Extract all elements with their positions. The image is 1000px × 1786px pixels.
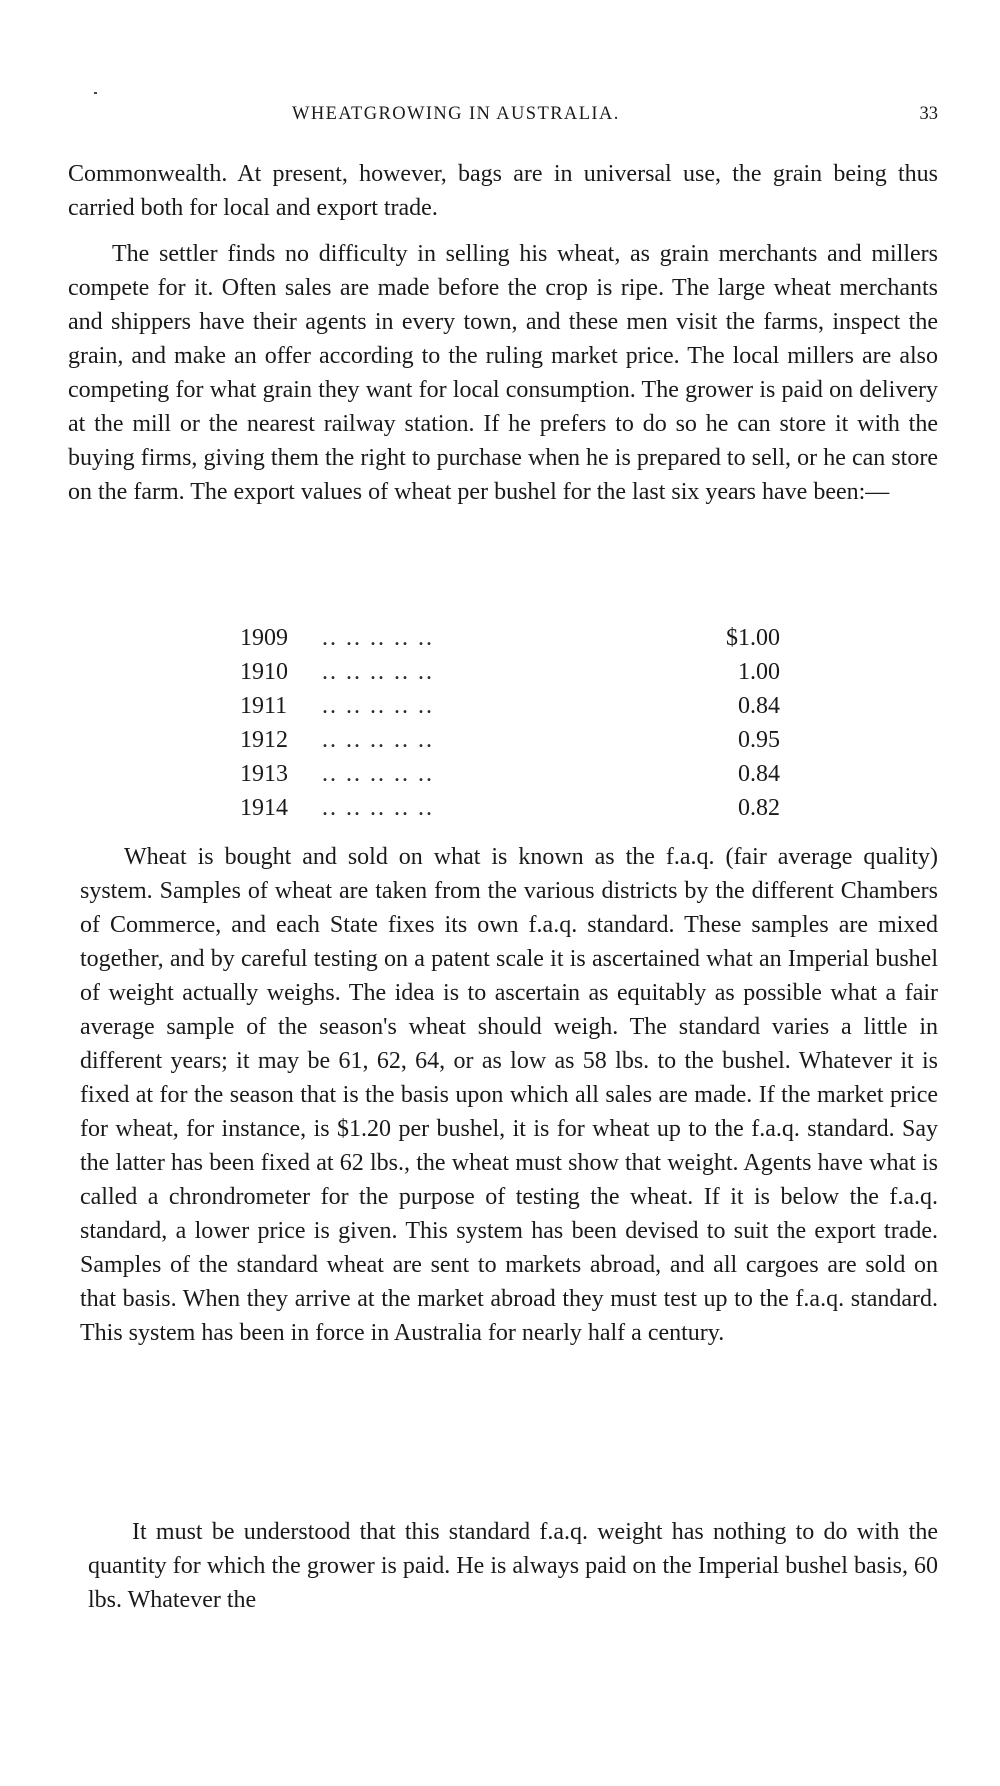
year-cell: 1912 xyxy=(240,727,288,753)
dot-leaders: .. .. .. .. .. xyxy=(322,727,434,753)
stray-ink-mark xyxy=(94,92,97,94)
price-cell: $1.00 xyxy=(726,625,780,651)
dot-leaders: .. .. .. .. .. xyxy=(322,693,434,719)
year-cell: 1911 xyxy=(240,693,288,719)
price-cell: 0.84 xyxy=(738,693,780,719)
export-values-table xyxy=(240,625,780,829)
paragraph-imperial-bushel xyxy=(88,1515,938,1617)
year-cell: 1914 xyxy=(240,795,288,821)
paragraph-text: The settler finds no difficulty in selling his wheat, as grain merchants and millers compete for it. Often sales are made before the crop is ripe. The large wheat merchants and shippers have their agents in every town, and these men visit the farms, inspect the grain, and make an offer according to the ruling market price. The local millers are also competing for what grain they want for local consumption. The grower is paid on delivery at the mill or the nearest railway station. If he prefers to do so he can store it with the buying firms, giving them the right to purchase when he is prepared to sell, or he can store on the farm. The export values of wheat per bushel for the last six years have been:— xyxy=(68,241,938,505)
paragraph-text: Wheat is bought and sold on what is known as the f.a.q. (fair average quality) system. Samples of wheat are taken from the various districts by the different Chambers of Commerce, and each State fixes its own f.a.q. standard. These samples are mixed together, and by careful testing on a patent scale it is ascertained what an Imperial bushel of weight actually weighs. The idea is to ascertain as equitably as possible what a fair average sample of the season's wheat should weigh. The standard varies a little in different years; it may be 61, 62, 64, or as low as 58 lbs. to the bushel. Whatever it is fixed at for the season that is the basis upon which all sales are made. If the market price for wheat, for instance, is $1.20 per bushel, it is for wheat up to the f.a.q. standard. Say the latter has been fixed at 62 lbs., the wheat must show that weight. Agents have what is called a chrondrometer for the purpose of testing the wheat. If it is below the f.a.q. standard, a lower price is given. This system has been devised to suit the export trade. Samples of the standard wheat are sent to markets abroad, and all cargoes are sold on that basis. When they arrive at the market abroad they must test up to the f.a.q. standard. This system has been in force in Australia for nearly half a century. xyxy=(80,844,938,1346)
paragraph-text: Commonwealth. At present, however, bags are in universal use, the grain being thus carried both for local and export trade. xyxy=(68,161,938,221)
price-cell: 0.82 xyxy=(738,795,780,821)
paragraph-faq-system xyxy=(80,840,938,1350)
running-head xyxy=(68,104,938,134)
year-cell: 1909 xyxy=(240,625,288,651)
running-title: WHEATGROWING IN AUSTRALIA. xyxy=(292,104,620,124)
dot-leaders: .. .. .. .. .. xyxy=(322,761,434,787)
price-cell: 0.95 xyxy=(738,727,780,753)
table-row xyxy=(240,761,780,795)
dot-leaders: .. .. .. .. .. xyxy=(322,795,434,821)
dot-leaders: .. .. .. .. .. xyxy=(322,659,434,685)
table-row xyxy=(240,795,780,829)
paragraph-continuation xyxy=(68,157,938,225)
table-row xyxy=(240,659,780,693)
price-cell: 0.84 xyxy=(738,761,780,787)
table-row xyxy=(240,625,780,659)
paragraph-text: It must be understood that this standard f.a.q. weight has nothing to do with the quantity for which the grower is paid. He is always paid on the Imperial bushel basis, 60 lbs. Whatever the xyxy=(88,1519,938,1613)
year-cell: 1910 xyxy=(240,659,288,685)
dot-leaders: .. .. .. .. .. xyxy=(322,625,434,651)
year-cell: 1913 xyxy=(240,761,288,787)
price-cell: 1.00 xyxy=(738,659,780,685)
table-row xyxy=(240,727,780,761)
paragraph-selling-wheat xyxy=(68,237,938,509)
table-row xyxy=(240,693,780,727)
page-number: 33 xyxy=(919,104,938,124)
